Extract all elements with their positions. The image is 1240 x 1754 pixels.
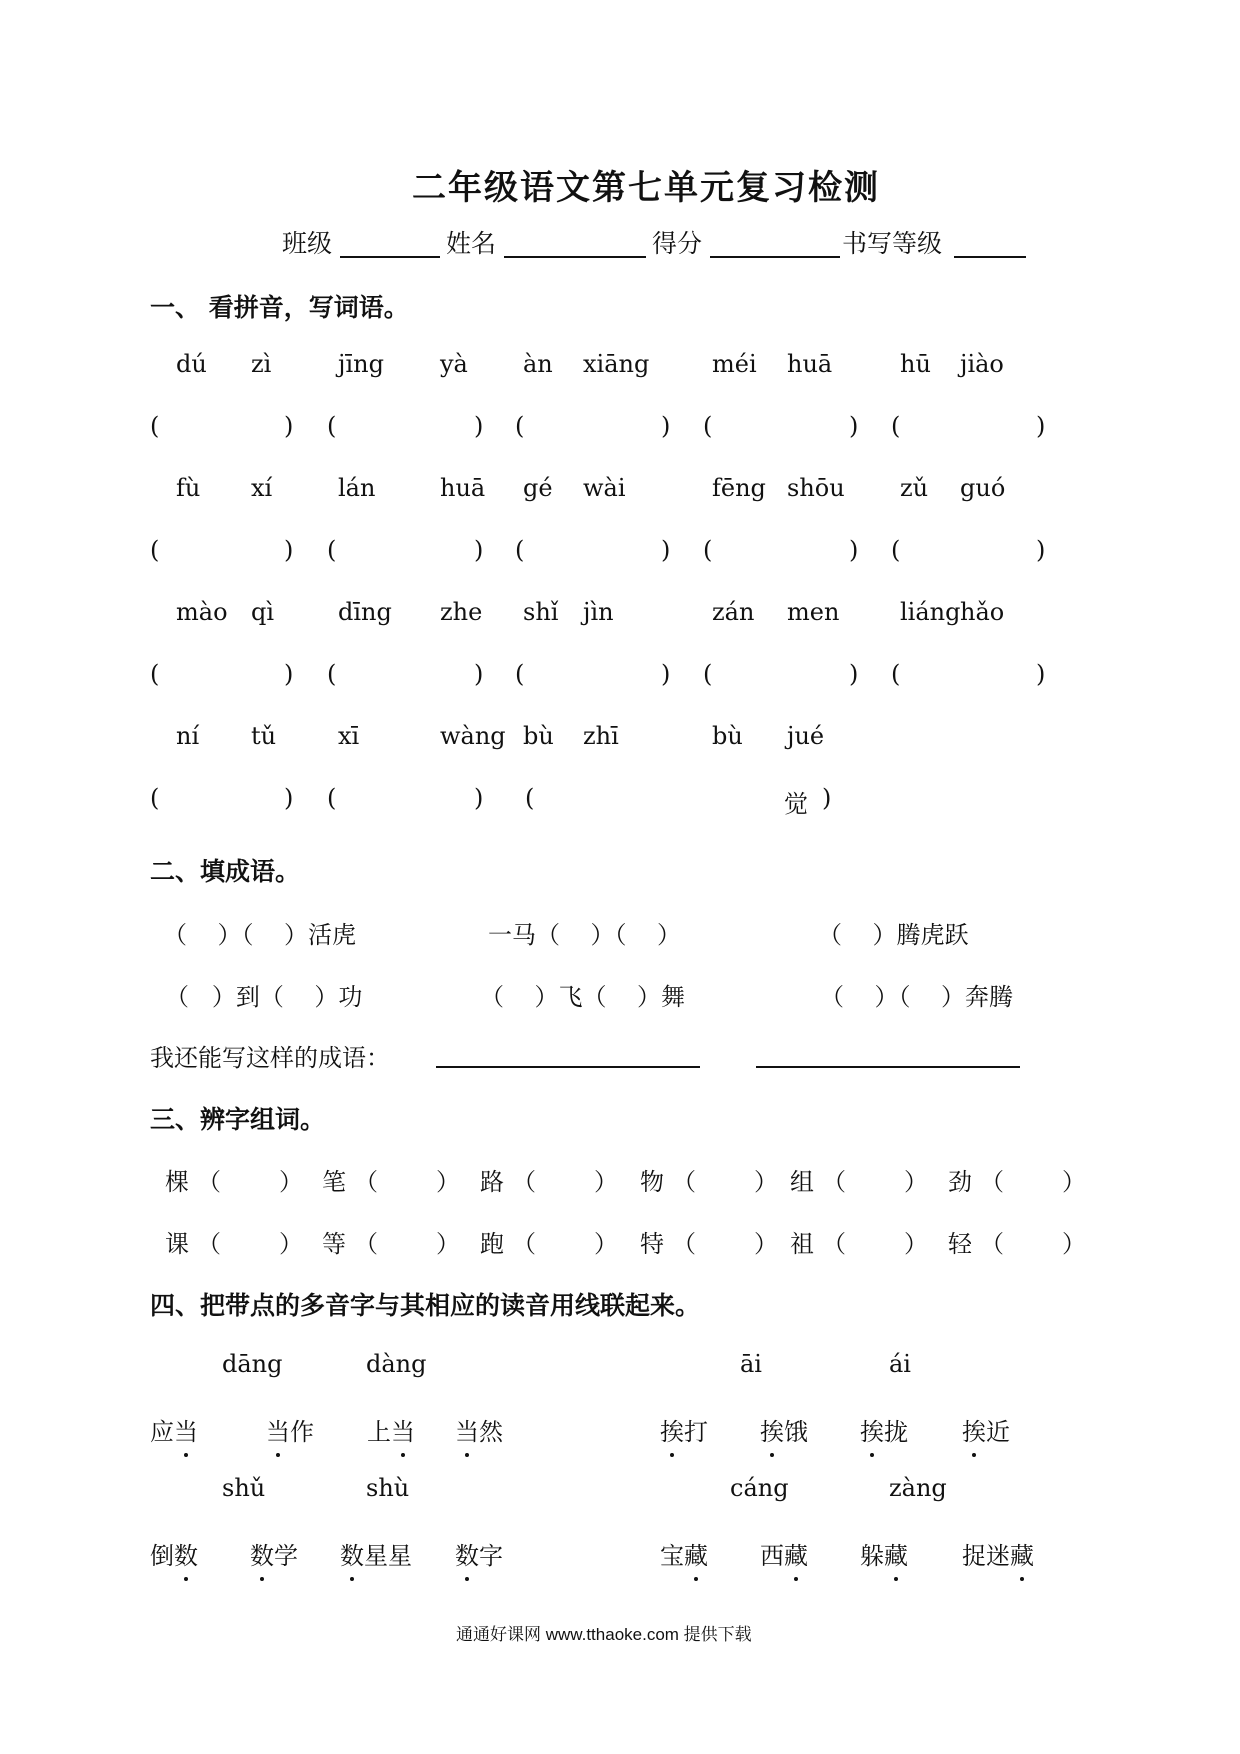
answer-paren-close: ) bbox=[474, 412, 484, 440]
answer-paren-open: （ bbox=[512, 1230, 536, 1258]
pinyin-syllable: àn bbox=[523, 350, 553, 378]
pinyin-syllable: zhe bbox=[440, 598, 483, 626]
answer-paren-close: ） bbox=[1062, 1168, 1086, 1196]
answer-paren-close: ) bbox=[1036, 536, 1046, 564]
answer-paren-close: ) bbox=[284, 536, 294, 564]
word-part: 拢 bbox=[884, 1418, 908, 1446]
word-part: 打 bbox=[684, 1418, 708, 1446]
pinyin-syllable: zán bbox=[712, 598, 755, 626]
answer-paren-close: ) bbox=[661, 412, 671, 440]
answer-paren-close: ） bbox=[594, 1230, 618, 1258]
pinyin-syllable: jiào bbox=[960, 350, 1004, 378]
answer-paren-open: （ bbox=[197, 1168, 221, 1196]
base-character: 笔 bbox=[322, 1168, 346, 1196]
answer-paren-close: ） bbox=[436, 1230, 460, 1258]
section-4-title: 四、把带点的多音字与其相应的读音用线联起来。 bbox=[150, 1291, 701, 1320]
base-character: 路 bbox=[480, 1168, 504, 1196]
idiom-5-text-a: 飞 bbox=[558, 983, 583, 1011]
char-group bbox=[948, 1224, 1086, 1259]
char-group bbox=[480, 1162, 618, 1197]
char-group bbox=[790, 1224, 928, 1259]
dotted-character: 藏 bbox=[784, 1536, 808, 1571]
base-character: 祖 bbox=[790, 1230, 814, 1258]
idiom-4-text-a: 到 bbox=[235, 983, 260, 1011]
polyphone-word[interactable] bbox=[660, 1412, 708, 1447]
answer-paren-close: ) bbox=[474, 536, 484, 564]
answer-paren-open: （ bbox=[980, 1168, 1004, 1196]
answer-paren-close: ） bbox=[279, 1230, 303, 1258]
answer-paren-close: ) bbox=[474, 660, 484, 688]
pinyin-syllable: shōu bbox=[787, 474, 845, 502]
word-part: 字 bbox=[479, 1542, 503, 1570]
dotted-character: 挨 bbox=[760, 1412, 784, 1447]
answer-box[interactable] bbox=[337, 536, 470, 566]
class-label: 班级 bbox=[282, 229, 333, 258]
answer-paren-open: ( bbox=[515, 536, 525, 564]
base-character: 等 bbox=[322, 1230, 346, 1258]
pinyin-syllable: jué bbox=[787, 722, 825, 750]
word-part: 近 bbox=[986, 1418, 1010, 1446]
answer-paren-close: ) bbox=[849, 412, 859, 440]
char-group bbox=[640, 1224, 778, 1259]
pinyin-syllable: guó bbox=[960, 474, 1006, 502]
dotted-character: 数 bbox=[174, 1536, 198, 1571]
reading-pinyin: dāng bbox=[222, 1350, 283, 1378]
dotted-character: 挨 bbox=[660, 1412, 684, 1447]
answer-paren-close: ) bbox=[1036, 660, 1046, 688]
section-2-title: 二、填成语。 bbox=[150, 857, 301, 886]
answer-box[interactable] bbox=[525, 660, 657, 690]
pinyin-syllable: ní bbox=[176, 722, 200, 750]
answer-paren-open: ( bbox=[515, 660, 525, 688]
pinyin-syllable: liáng bbox=[900, 598, 961, 626]
dotted-character: 当 bbox=[266, 1412, 290, 1447]
base-character: 组 bbox=[790, 1168, 814, 1196]
dotted-character: 挨 bbox=[962, 1412, 986, 1447]
answer-paren-close: ) bbox=[661, 536, 671, 564]
polyphone-word[interactable] bbox=[150, 1536, 198, 1571]
answer-paren: ( bbox=[327, 784, 337, 812]
answer-paren-open: （ bbox=[822, 1168, 846, 1196]
dotted-character: 当 bbox=[174, 1412, 198, 1447]
answer-paren-open: （ bbox=[672, 1168, 696, 1196]
answer-paren-close: ） bbox=[904, 1168, 928, 1196]
pinyin-syllable: zhī bbox=[583, 722, 619, 750]
polyphone-word[interactable] bbox=[860, 1536, 908, 1571]
polyphone-word[interactable] bbox=[860, 1412, 908, 1447]
answer-paren: ( bbox=[525, 784, 535, 812]
answer-paren: ) bbox=[474, 784, 484, 812]
answer-paren-open: ( bbox=[150, 412, 160, 440]
name-label: 姓名 bbox=[446, 229, 497, 258]
answer-paren-close: ） bbox=[594, 1168, 618, 1196]
more-idioms-blank-2[interactable] bbox=[756, 1066, 1020, 1068]
polyphone-word[interactable] bbox=[962, 1412, 1010, 1447]
answer-box[interactable] bbox=[901, 412, 1032, 442]
idiom-1-text: 活虎 bbox=[308, 921, 357, 949]
answer-box[interactable] bbox=[713, 412, 845, 442]
word-part: 宝 bbox=[660, 1542, 684, 1570]
word-part: 饿 bbox=[784, 1418, 808, 1446]
base-character: 棵 bbox=[165, 1168, 189, 1196]
dotted-character: 挨 bbox=[860, 1412, 884, 1447]
pinyin-syllable: zǔ bbox=[900, 474, 929, 502]
answer-paren-open: ( bbox=[150, 660, 160, 688]
answer-paren-open: ( bbox=[327, 536, 337, 564]
answer-paren-open: （ bbox=[822, 1230, 846, 1258]
section-3-title: 三、辨字组词。 bbox=[150, 1105, 326, 1134]
answer-paren-open: （ bbox=[512, 1168, 536, 1196]
dotted-character: 藏 bbox=[884, 1536, 908, 1571]
pinyin-syllable: bù bbox=[712, 722, 743, 750]
dotted-character: 数 bbox=[455, 1536, 479, 1571]
footer-text: 通通好课网 www.tthaoke.com 提供下载 bbox=[456, 1625, 752, 1644]
answer-paren-close: ） bbox=[754, 1230, 778, 1258]
polyphone-word[interactable] bbox=[250, 1536, 298, 1571]
idiom-6-text: 奔腾 bbox=[965, 983, 1014, 1011]
pinyin-syllable: hū bbox=[900, 350, 931, 378]
dotted-character: 数 bbox=[250, 1536, 274, 1571]
pinyin-syllable: xiāng bbox=[583, 350, 650, 378]
page-title: 二年级语文第七单元复习检测 bbox=[412, 168, 880, 208]
more-idioms-label: 我还能写这样的成语： bbox=[150, 1044, 390, 1072]
answer-paren-open: ( bbox=[891, 536, 901, 564]
given-character: 觉 bbox=[784, 790, 808, 818]
pinyin-syllable: bù bbox=[523, 722, 554, 750]
answer-paren-open: ( bbox=[703, 660, 713, 688]
idiom-5-text-b: 舞 bbox=[661, 983, 686, 1011]
answer-paren: ) bbox=[284, 784, 294, 812]
pinyin-syllable: gé bbox=[523, 474, 553, 502]
reading-pinyin: dàng bbox=[366, 1350, 427, 1378]
pinyin-syllable: qì bbox=[251, 598, 275, 626]
word-part: 应 bbox=[150, 1418, 174, 1446]
pinyin-syllable: jīng bbox=[338, 350, 384, 378]
reading-pinyin: ái bbox=[889, 1350, 911, 1378]
pinyin-syllable: zì bbox=[251, 350, 272, 378]
writing-grade-label: 书写等级 bbox=[842, 229, 943, 258]
pinyin-syllable: huā bbox=[440, 474, 486, 502]
polyphone-word[interactable] bbox=[455, 1536, 503, 1571]
answer-paren-close: ） bbox=[754, 1168, 778, 1196]
score-blank[interactable] bbox=[710, 256, 840, 258]
answer-paren-open: （ bbox=[197, 1230, 221, 1258]
answer-paren-close: ) bbox=[284, 660, 294, 688]
pinyin-syllable: yà bbox=[440, 350, 468, 378]
base-character: 劲 bbox=[948, 1168, 972, 1196]
pinyin-syllable: mào bbox=[176, 598, 228, 626]
answer-paren: ( bbox=[150, 784, 160, 812]
word-part: 躲 bbox=[860, 1542, 884, 1570]
dotted-character: 数 bbox=[340, 1536, 364, 1571]
answer-paren-close: ) bbox=[661, 660, 671, 688]
idiom-2: 一马（ ）（ ） bbox=[488, 921, 682, 949]
polyphone-word[interactable] bbox=[455, 1412, 503, 1447]
answer-paren-close: ） bbox=[279, 1168, 303, 1196]
polyphone-word[interactable] bbox=[760, 1536, 808, 1571]
idiom-1: （ ）（ ）活虎 bbox=[163, 921, 357, 949]
section-1-title: 一、 看拼音，写词语。 bbox=[150, 293, 409, 322]
base-character: 物 bbox=[640, 1168, 664, 1196]
answer-box[interactable] bbox=[901, 660, 1032, 690]
pinyin-syllable: fēng bbox=[712, 474, 766, 502]
polyphone-word[interactable] bbox=[760, 1412, 808, 1447]
pinyin-syllable: men bbox=[787, 598, 840, 626]
pinyin-syllable: tǔ bbox=[251, 722, 277, 750]
answer-paren-open: ( bbox=[891, 412, 901, 440]
reading-pinyin: āi bbox=[740, 1350, 762, 1378]
char-group bbox=[480, 1224, 618, 1259]
answer-paren-open: ( bbox=[703, 412, 713, 440]
pinyin-syllable: shǐ bbox=[523, 598, 559, 626]
pinyin-syllable: lán bbox=[338, 474, 376, 502]
base-character: 特 bbox=[640, 1230, 664, 1258]
polyphone-word[interactable] bbox=[367, 1412, 415, 1447]
polyphone-word[interactable] bbox=[660, 1536, 708, 1571]
answer-box[interactable] bbox=[525, 412, 657, 442]
answer-box[interactable] bbox=[337, 412, 470, 442]
polyphone-word[interactable] bbox=[266, 1412, 314, 1447]
dotted-character: 藏 bbox=[684, 1536, 708, 1571]
answer-paren-open: ( bbox=[150, 536, 160, 564]
char-group bbox=[165, 1162, 303, 1197]
answer-box[interactable] bbox=[525, 536, 657, 566]
answer-box[interactable] bbox=[901, 536, 1032, 566]
pinyin-syllable: hǎo bbox=[960, 598, 1005, 626]
idiom-4-text-b: 功 bbox=[338, 983, 363, 1011]
reading-pinyin: cáng bbox=[730, 1474, 789, 1502]
char-group bbox=[322, 1224, 460, 1259]
pinyin-syllable: dú bbox=[176, 350, 207, 378]
idiom-2-text: 一马 bbox=[488, 921, 536, 949]
pinyin-syllable: wài bbox=[583, 474, 626, 502]
word-part: 捉迷 bbox=[962, 1542, 1010, 1570]
answer-paren-close: ) bbox=[849, 536, 859, 564]
answer-paren-open: （ bbox=[354, 1168, 378, 1196]
idiom-4: （ ）到（ ）功 bbox=[165, 983, 363, 1011]
dotted-character: 当 bbox=[455, 1412, 479, 1447]
more-idioms-blank-1[interactable] bbox=[436, 1066, 700, 1068]
word-part: 星星 bbox=[364, 1542, 412, 1570]
answer-paren: ) bbox=[822, 784, 832, 812]
idiom-5: （ ）飞（ ）舞 bbox=[480, 983, 686, 1011]
answer-box[interactable] bbox=[713, 536, 845, 566]
word-part: 西 bbox=[760, 1542, 784, 1570]
char-group bbox=[948, 1162, 1086, 1197]
answer-box[interactable] bbox=[337, 660, 470, 690]
char-group bbox=[322, 1162, 460, 1197]
answer-box[interactable] bbox=[160, 536, 280, 566]
answer-paren-close: ） bbox=[436, 1168, 460, 1196]
polyphone-word[interactable] bbox=[150, 1412, 198, 1447]
answer-paren-open: （ bbox=[672, 1230, 696, 1258]
idiom-6: （ ）（ ）奔腾 bbox=[820, 983, 1014, 1011]
reading-pinyin: shǔ bbox=[222, 1474, 266, 1502]
word-part: 然 bbox=[479, 1418, 503, 1446]
pinyin-syllable: jìn bbox=[583, 598, 614, 626]
pinyin-syllable: wàng bbox=[440, 722, 506, 750]
answer-box[interactable] bbox=[160, 412, 280, 442]
pinyin-syllable: xī bbox=[338, 722, 360, 750]
answer-paren-open: ( bbox=[327, 412, 337, 440]
dotted-character: 藏 bbox=[1010, 1536, 1034, 1571]
idiom-3-text: 腾虎跃 bbox=[896, 921, 969, 949]
writing-grade-blank[interactable] bbox=[954, 256, 1026, 258]
score-label: 得分 bbox=[652, 229, 703, 258]
base-character: 课 bbox=[165, 1230, 189, 1258]
answer-box[interactable] bbox=[160, 660, 280, 690]
pinyin-syllable: fù bbox=[176, 474, 201, 502]
pinyin-syllable: xí bbox=[251, 474, 273, 502]
answer-paren-open: （ bbox=[354, 1230, 378, 1258]
answer-paren-close: ) bbox=[1036, 412, 1046, 440]
answer-box[interactable] bbox=[713, 660, 845, 690]
answer-paren-open: （ bbox=[980, 1230, 1004, 1258]
polyphone-word[interactable] bbox=[962, 1536, 1034, 1571]
pinyin-syllable: huā bbox=[787, 350, 833, 378]
answer-paren-close: ） bbox=[1062, 1230, 1086, 1258]
polyphone-word[interactable] bbox=[340, 1536, 412, 1571]
reading-pinyin: shù bbox=[366, 1474, 410, 1502]
answer-paren-open: ( bbox=[891, 660, 901, 688]
base-character: 轻 bbox=[948, 1230, 972, 1258]
answer-paren-close: ） bbox=[904, 1230, 928, 1258]
word-part: 倒 bbox=[150, 1542, 174, 1570]
class-blank[interactable] bbox=[340, 256, 440, 258]
char-group bbox=[790, 1162, 928, 1197]
char-group bbox=[165, 1224, 303, 1259]
word-part: 作 bbox=[290, 1418, 314, 1446]
answer-paren-open: ( bbox=[703, 536, 713, 564]
pinyin-syllable: méi bbox=[712, 350, 757, 378]
dotted-character: 当 bbox=[391, 1412, 415, 1447]
char-group bbox=[640, 1162, 778, 1197]
name-blank[interactable] bbox=[504, 256, 646, 258]
word-part: 学 bbox=[274, 1542, 298, 1570]
answer-paren-open: ( bbox=[515, 412, 525, 440]
idiom-3: （ ）腾虎跃 bbox=[818, 921, 969, 949]
reading-pinyin: zàng bbox=[889, 1474, 947, 1502]
answer-paren-close: ) bbox=[284, 412, 294, 440]
word-part: 上 bbox=[367, 1418, 391, 1446]
pinyin-syllable: dīng bbox=[338, 598, 392, 626]
base-character: 跑 bbox=[480, 1230, 504, 1258]
answer-paren-open: ( bbox=[327, 660, 337, 688]
answer-paren-close: ) bbox=[849, 660, 859, 688]
